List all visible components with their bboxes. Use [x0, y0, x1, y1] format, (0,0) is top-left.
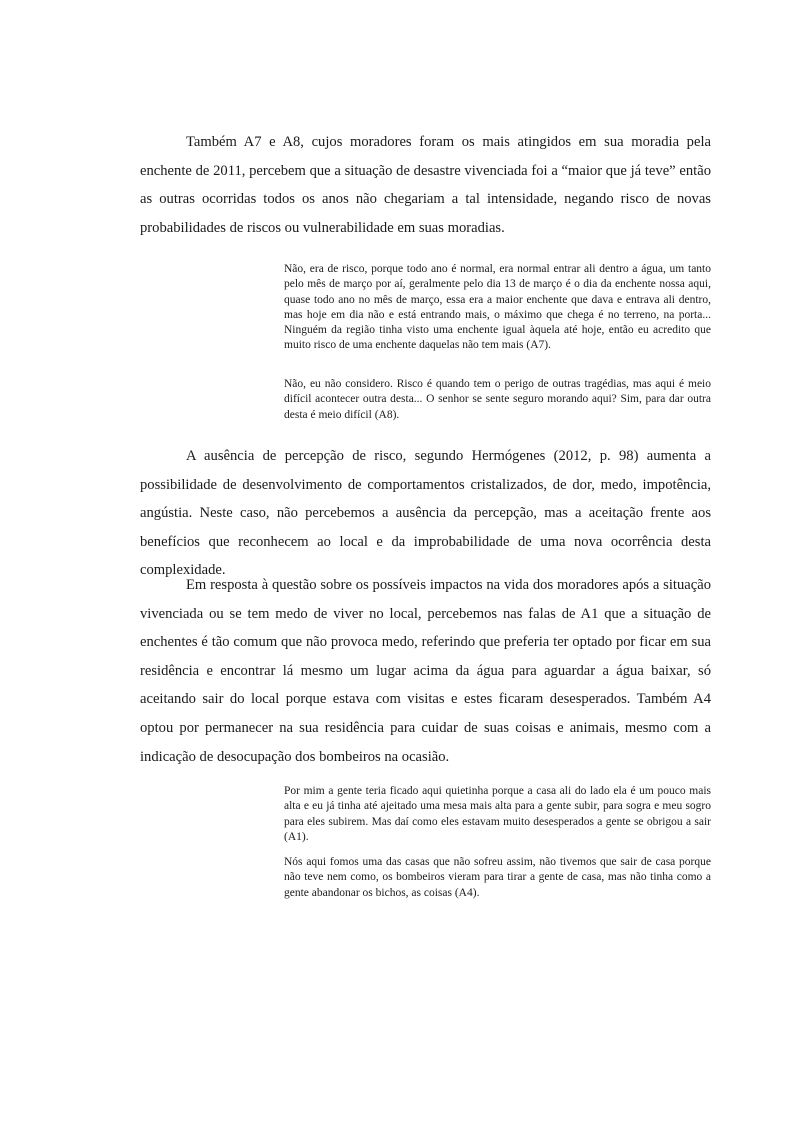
- block-quote-a1: Por mim a gente teria ficado aqui quietinha porque a casa ali do lado ela é um pouco mais alta e eu já tinha até ajeitado uma mesa mais alta para a gente subir, para sogra e meu sogro para eles subirem. Mas daí como eles estavam muito desesperados a gente se obrigou a sair (A1).: [284, 785, 711, 843]
- body-paragraph-3: Em resposta à questão sobre os possíveis impactos na vida dos moradores após a situação vivenciada ou se tem medo de viver no local, percebemos nas falas de A1 que a situação de enchentes é tão comum que não provoca medo, referindo que preferia ter optado por ficar em sua residência e encontrar lá mesmo um lugar acima da água para aguardar a água baixar, só aceitando sair do local porque estava com visitas e estes ficaram desesperados. Também A4 optou por permanecer na sua residência para cuidar de suas coisas e animais, mesmo com a indicação de desocupação dos bombeiros na ocasião.: [140, 577, 711, 765]
- body-paragraph-1: Também A7 e A8, cujos moradores foram os mais atingidos em sua moradia pela enchente de 2011, percebem que a situação de desastre vivenciada foi a “maior que já teve” então as outras ocorridas todos os anos não chegariam a tal intensidade, negando risco de novas probabilidades de riscos ou vulnerabilidade em suas moradias.: [140, 134, 711, 236]
- block-quote-a4: Nós aqui fomos uma das casas que não sofreu assim, não tivemos que sair de casa porque não teve nem como, os bombeiros vieram para tirar a gente de casa, mas não tinha como a gente abandonar os bichos, as coisas (A4).: [284, 856, 711, 899]
- block-quote-a8: Não, eu não considero. Risco é quando tem o perigo de outras tragédias, mas aqui é meio difícil acontecer outra desta... O senhor se sente seguro morando aqui? Sim, para dar outra desta é meio difícil (A8).: [284, 378, 711, 421]
- body-paragraph-2: A ausência de percepção de risco, segundo Hermógenes (2012, p. 98) aumenta a possibilidade de desenvolvimento de comportamentos cristalizados, de dor, medo, impotência, angústia. Neste caso, não percebemos a ausência da percepção, mas a aceitação frente aos benefícios que reconhecem ao local e da improbabilidade de uma nova ocorrência desta complexidade.: [140, 448, 711, 579]
- block-quote-a7: Não, era de risco, porque todo ano é normal, era normal entrar ali dentro a água, um tanto pelo mês de março por aí, geralmente pelo dia 13 de março é o dia da enchente nossa aqui, quase todo ano no mês de março, essa era a maior enchente que dava e entrava ali dentro, mas hoje em dia não e está entrando mais, o máximo que chega é no terreno, na porta... Ninguém da região tinha visto uma enchente igual àquela até hoje, então eu acredito que muito risco de uma enchente daquelas não tem mais (A7).: [284, 263, 711, 352]
